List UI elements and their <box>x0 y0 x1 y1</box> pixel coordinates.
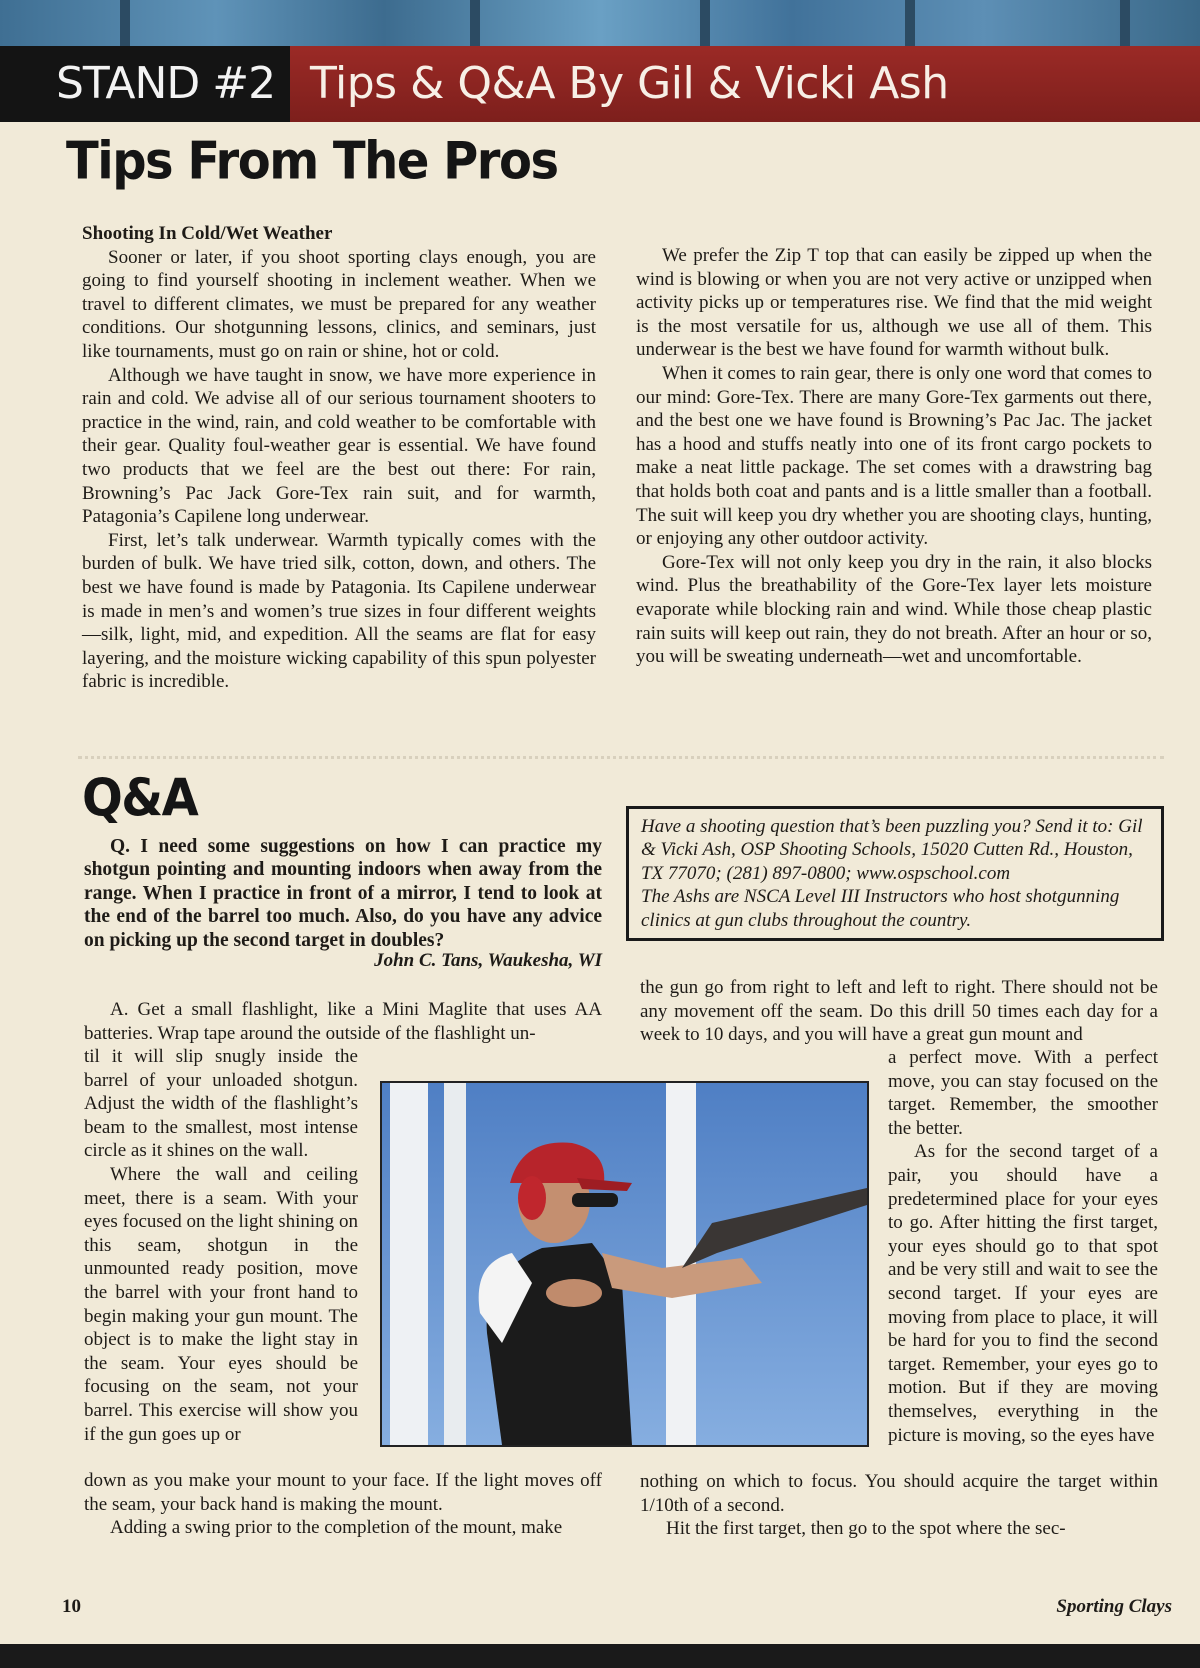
page-number: 10 <box>62 1596 81 1617</box>
fence-post <box>905 0 915 46</box>
answer-right-bottom <box>640 1470 1158 1541</box>
reader-question <box>84 835 602 952</box>
callout-bio: The Ashs are NSCA Level III Instructors who host shotgunning clinics at gun clubs throughout the country. <box>641 886 1120 931</box>
tips-subhead: Shooting In Cold/Wet Weather <box>82 223 333 244</box>
fence-post <box>1120 0 1130 46</box>
answer-text: A. Get a small flashlight, like a Mini Maglite that uses AA batteries. Wrap tape around the outside of the flashlight un- <box>84 999 602 1044</box>
qa-heading: Q&A <box>82 768 198 829</box>
answer-text: As for the second target of a pair, you should have a predetermined place for your eyes to go. After hitting the first target, your eyes should go to that spot and be very still and wait to see the second target. If your eyes are moving from place to place, it will be hard for you to find the second target. Remember, your eyes go to motion. But if they are moving themselves, everything in the picture is moving, so the eyes have <box>888 1141 1158 1446</box>
answer-right-top <box>640 976 1158 1047</box>
submission-callout-box <box>626 806 1164 941</box>
fence-post <box>120 0 130 46</box>
tips-column-left <box>82 222 596 694</box>
answer-wrapped-column <box>84 1045 358 1446</box>
tips-paragraph: Although we have taught in snow, we have more experience in rain and cold. We advise all of our serious tournament shooters to practice in the wind, rain, and cold weather to be comfortable with their gear. Quality foul-weather gear is essential. We have found two products that we feel are the best out there: For rain, Browning’s Pac Jack Gore-Tex rain suit, and for warmth, Patagonia’s Capilene long underwear. <box>82 364 596 528</box>
bottom-edge-bar <box>0 1644 1200 1668</box>
tips-paragraph: We prefer the Zip T top that can easily be zipped up when the wind is blowing or when you are not very active or unzipped when activity picks up or temperatures rise. We find that the mid weight is the most versatile for us, although we use all of them. This underwear is the best we have found for warmth without bulk. <box>636 245 1152 361</box>
fence-post <box>470 0 480 46</box>
tips-column-right <box>636 244 1152 669</box>
header-photo-strip <box>0 0 1200 46</box>
answer-text: down as you make your mount to your face. If the light moves off the seam, your back hand is making the mount. <box>84 1470 602 1515</box>
section-banner <box>0 46 1200 122</box>
answer-text: a perfect move. With a perfect move, you can stay focused on the target. Remember, the smoother the better. <box>888 1047 1158 1139</box>
answer-text: the gun go from right to left and left to right. There should not be any movement off the seam. Do this drill 50 times each day for a week to 10 days, and you will have a great gun mount and <box>640 977 1158 1046</box>
series-title: Tips & Q&A By Gil & Vicki Ash <box>290 46 1200 122</box>
answer-bottom-left <box>84 1469 602 1540</box>
tips-heading: Tips From The Pros <box>66 131 558 192</box>
answer-intro <box>84 998 602 1045</box>
tips-paragraph: Gore-Tex will not only keep you dry in the rain, it also blocks wind. Plus the breathability of the Gore-Tex layer lets moisture evaporate while blocking rain and wind. While those cheap plastic rain suits will keep out rain, they do not breath. After an hour or so, you will be sweating underneath—wet and uncomfortable. <box>636 551 1152 668</box>
stand-label: STAND #2 <box>0 46 290 122</box>
answer-text: Adding a swing prior to the completion of the mount, make <box>110 1517 563 1539</box>
shooter-illustration <box>382 1083 867 1445</box>
answer-text: til it will slip snugly inside the barrel of your unloaded shotgun. Adjust the width of the flashlight’s beam to the smallest, most intense circle as it shines on the wall. <box>84 1046 358 1162</box>
tips-paragraph: First, let’s talk underwear. Warmth typically comes with the burden of bulk. We have tried silk, cotton, down, and others. The best we have found is made by Patagonia. Its Capilene underwear is made in men’s and women’s true sizes in four different weights—silk, light, mid, and expedition. All the seams are flat for easy layering, and the moisture wicking capability of this spun polyester fabric is incredible. <box>82 529 596 693</box>
answer-right-wrapped <box>888 1046 1158 1447</box>
answer-text: Hit the first target, then go to the spot where the sec- <box>666 1518 1066 1540</box>
question-text: Q. I need some suggestions on how I can practice my shotgun pointing and mounting indoors when away from the range. When I practice in front of a mirror, I tend to look at the end of the barrel too much. Also, do you have any advice on picking up the second target in doubles? <box>84 836 602 951</box>
answer-text: Where the wall and ceiling meet, there is a seam. With your eyes focused on the light shining on this seam, shotgun in the unmounted ready position, move the barrel with your front hand to begin making your gun mount. The object is to make the light stay in the seam. Your eyes should be focusing on the seam, not your barrel. This exercise will show you if the gun goes up or <box>84 1163 358 1445</box>
section-divider <box>78 756 1164 759</box>
tips-paragraph: Sooner or later, if you shoot sporting clays enough, you are going to find yourself shooting in inclement weather. When we travel to different climates, we must be prepared for any weather conditions. Our shotgunning lessons, clinics, and seminars, just like tournaments, must go on rain or shine, hot or cold. <box>82 246 596 362</box>
fence-post <box>700 0 710 46</box>
tips-paragraph: When it comes to rain gear, there is only one word that comes to our mind: Gore-Tex. There are many Gore-Tex garments out there, and the best one we have found is Browning’s Pac Jac. The jacket has a hood and stuffs neatly into one of its front cargo pockets to make a neat little package. The set comes with a drawstring bag that holds both coat and pants and is a little smaller than a football. The suit will keep you dry whether you are shooting clays, hunting, or enjoying any other outdoor activity. <box>636 362 1152 550</box>
answer-text: nothing on which to focus. You should acquire the target within 1/10th of a second. <box>640 1471 1158 1516</box>
callout-contact: Have a shooting question that’s been puzzling you? Send it to: Gil & Vicki Ash, OSP Shooting Schools, 15020 Cutten Rd., Houston, TX 77070; (281) 897-0800; www.ospschool.com <box>641 816 1143 884</box>
question-attribution: John C. Tans, Waukesha, WI <box>374 950 602 971</box>
magazine-name: Sporting Clays <box>1056 1596 1172 1617</box>
shooter-photo <box>380 1081 869 1447</box>
